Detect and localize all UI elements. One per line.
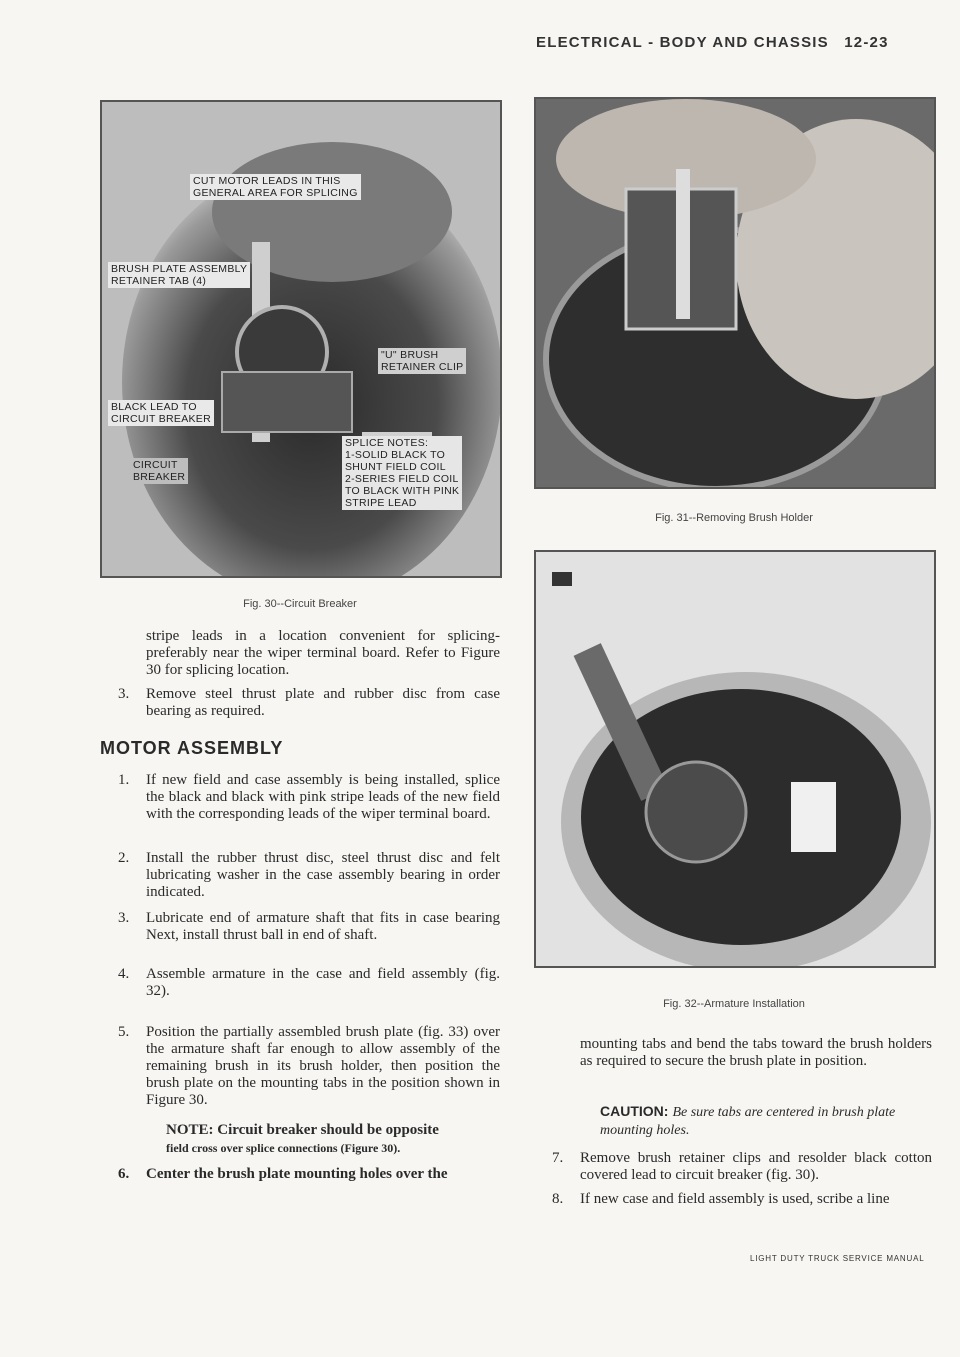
label-black-lead: BLACK LEAD TO CIRCUIT BREAKER: [108, 400, 214, 426]
step-5-text: Position the partially assembled brush plate (fig. 33) over the armature shaft far enough to allow assembly of the remaining brush in its brush holder, then position the brush plate on the mounting tabs in the position shown in Figure 30.: [146, 1024, 500, 1108]
figure-30-caption: Fig. 30--Circuit Breaker: [243, 598, 357, 610]
step-8-number: 8.: [552, 1191, 564, 1207]
label-splice-notes: SPLICE NOTES: 1-SOLID BLACK TO SHUNT FIELD COIL 2-SERIES FIELD COIL TO BLACK WITH PINK STRIPE LEAD: [342, 436, 462, 510]
step-3-text: Remove steel thrust plate and rubber disc from case bearing as required.: [146, 686, 500, 719]
figure-30-photo: [100, 100, 502, 578]
page-number: 12-23: [844, 34, 889, 51]
step-4-text: Assemble armature in the case and field assembly (fig. 32).: [146, 966, 500, 999]
step-2-text: Install the rubber thrust disc, steel thrust disc and felt lubricating washer in the case assembly bearing in order indicated.: [146, 850, 500, 900]
figure-31-caption: Fig. 31--Removing Brush Holder: [655, 512, 813, 524]
step-1-text: If new field and case assembly is being installed, splice the black and black with pink stripe leads of the new field with the corresponding leads of the wiper terminal board.: [146, 772, 500, 822]
figure-31-illustration: [536, 99, 934, 487]
step-1-number: 1.: [118, 772, 130, 788]
step-5-number: 5.: [118, 1024, 130, 1040]
step-2-number: 2.: [118, 850, 130, 866]
footer-manual-title: LIGHT DUTY TRUCK SERVICE MANUAL: [750, 1254, 925, 1263]
step-7-text: Remove brush retainer clips and resolder black cotton covered lead to circuit breaker (fig. 30).: [580, 1150, 932, 1183]
header-title: ELECTRICAL - BODY AND CHASSIS: [536, 34, 829, 51]
figure-32-caption: Fig. 32--Armature Installation: [663, 998, 805, 1010]
figure-32-illustration: [536, 552, 934, 966]
running-header: [536, 34, 889, 51]
caution-text: Be sure tabs are centered in brush plate mounting holes.: [600, 1105, 896, 1138]
label-circuit-breaker: CIRCUIT BREAKER: [130, 458, 188, 484]
step-7-number: 7.: [552, 1150, 564, 1166]
figure-31-photo: [534, 97, 936, 489]
note-line-2: field cross over splice connections (Figure 30).: [166, 1141, 401, 1155]
caution-block: [600, 1103, 920, 1139]
step-6-number: 6.: [118, 1166, 130, 1182]
note-line-1: NOTE: Circuit breaker should be opposite: [166, 1122, 439, 1138]
label-cut-leads: CUT MOTOR LEADS IN THIS GENERAL AREA FOR SPLICING: [190, 174, 361, 200]
step-3b-text: Lubricate end of armature shaft that fits in case bearing Next, install thrust ball in end of shaft.: [146, 910, 500, 943]
caution-label: CAUTION:: [600, 1103, 669, 1119]
section-heading-motor-assembly: MOTOR ASSEMBLY: [100, 738, 284, 758]
intro-paragraph: stripe leads in a location convenient for splicing-preferably near the wiper terminal board. Refer to Figure 30 for splicing location.: [146, 628, 500, 678]
step-3-number: 3.: [118, 686, 130, 702]
step-6-text: Center the brush plate mounting holes over the: [146, 1166, 448, 1182]
continued-paragraph: mounting tabs and bend the tabs toward the brush holders as required to secure the brush plate in position.: [580, 1036, 932, 1069]
label-brush-plate: BRUSH PLATE ASSEMBLY RETAINER TAB (4): [108, 262, 250, 288]
step-8-text: If new case and field assembly is used, scribe a line: [580, 1191, 890, 1207]
figure-32-photo: [534, 550, 936, 968]
step-4-number: 4.: [118, 966, 130, 982]
label-u-clip: "U" BRUSH RETAINER CLIP: [378, 348, 466, 374]
step-3b-number: 3.: [118, 910, 130, 926]
